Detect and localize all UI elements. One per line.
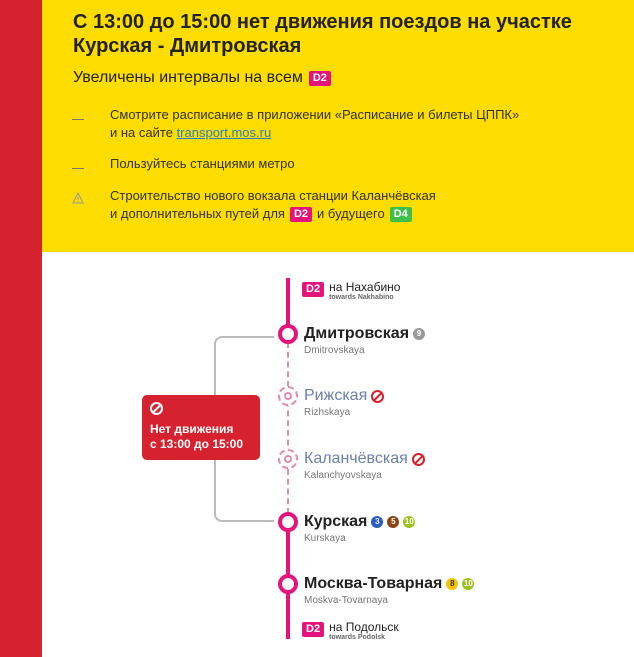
station-latin: Moskva-Tovarnaya bbox=[304, 595, 388, 606]
metro-line-3-icon: 3 bbox=[371, 516, 383, 528]
notice-panel bbox=[42, 0, 634, 252]
construction-line2-mid: и будущего bbox=[317, 206, 385, 221]
notice-subtitle bbox=[73, 69, 331, 87]
station-dot bbox=[278, 324, 298, 344]
station-name-text: Москва-Товарная bbox=[304, 575, 443, 592]
subtitle-text: Увеличены интервалы на всем bbox=[73, 69, 303, 86]
d2-badge: D2 bbox=[302, 282, 324, 297]
station-name-text: Каланчёвская bbox=[304, 450, 408, 467]
station-latin: Dmitrovskaya bbox=[304, 345, 365, 356]
direction-bottom bbox=[302, 620, 399, 642]
station-name-text: Курская bbox=[304, 513, 368, 530]
direction-name: на Нахабино bbox=[329, 280, 401, 294]
station-moskva-tovarnaya[interactable] bbox=[278, 574, 298, 594]
station-name bbox=[304, 387, 384, 405]
station-name bbox=[304, 450, 425, 468]
station-latin: Kalanchyovskaya bbox=[304, 470, 382, 481]
transport-link[interactable]: transport.mos.ru bbox=[176, 125, 272, 140]
warning-icon bbox=[72, 191, 84, 203]
construction-line2-prefix: и дополнительных путей для bbox=[110, 206, 285, 221]
station-dot bbox=[278, 512, 298, 532]
station-kurskaya[interactable] bbox=[278, 512, 298, 532]
station-latin: Kurskaya bbox=[304, 533, 346, 544]
closed-icon bbox=[371, 390, 384, 403]
metro-line-10-icon: 10 bbox=[463, 579, 473, 588]
station-name bbox=[304, 513, 415, 531]
d2-badge: D2 bbox=[302, 622, 324, 637]
notice-title: С 13:00 до 15:00 нет движения поездов на участке Курская - Дмитровская bbox=[73, 11, 572, 57]
d4-badge: D4 bbox=[390, 207, 412, 222]
schedule-line1: Смотрите расписание в приложении «Расписание и билеты ЦППК» bbox=[110, 107, 520, 122]
closed-line-segment bbox=[287, 342, 289, 514]
metro-text: Пользуйтесь станциями метро bbox=[110, 156, 295, 171]
station-name bbox=[304, 325, 425, 343]
station-latin: Rizhskaya bbox=[304, 407, 351, 418]
station-name-text: Рижская bbox=[304, 387, 368, 404]
no-service-alert bbox=[142, 395, 260, 460]
station-kalanchyovskaya[interactable] bbox=[278, 449, 298, 469]
dash-icon bbox=[72, 168, 84, 169]
station-dot bbox=[278, 574, 298, 594]
station-dot-closed bbox=[278, 386, 298, 406]
station-dmitrovskaya[interactable] bbox=[278, 324, 298, 344]
station-dot-closed bbox=[278, 449, 298, 469]
direction-latin: towards Nakhabino bbox=[329, 294, 394, 301]
construction-line2 bbox=[110, 205, 436, 223]
station-name bbox=[304, 575, 474, 593]
metro-line-5-icon: 5 bbox=[387, 516, 399, 528]
metro-line-10-icon: 10 bbox=[404, 517, 414, 526]
metro-line-9-icon: 9 bbox=[413, 328, 425, 340]
metro-line-8-icon: 8 bbox=[446, 578, 458, 590]
station-rizhskaya[interactable] bbox=[278, 386, 298, 406]
direction-name: на Подольск bbox=[329, 620, 399, 634]
direction-top bbox=[302, 280, 400, 302]
d2-badge: D2 bbox=[290, 207, 312, 222]
direction-latin: towards Podolsk bbox=[329, 634, 386, 641]
d2-badge: D2 bbox=[309, 71, 331, 86]
line-segment bbox=[286, 278, 290, 330]
construction-line1: Строительство нового вокзала станции Каланчёвская bbox=[110, 188, 436, 203]
line-scheme bbox=[42, 252, 634, 657]
schedule-line2 bbox=[110, 124, 519, 142]
left-accent-bar bbox=[0, 0, 42, 657]
alert-line2: с 13:00 до 15:00 bbox=[150, 437, 244, 451]
schedule-line2-prefix: и на сайте bbox=[110, 125, 173, 140]
dash-icon bbox=[72, 119, 84, 120]
closed-icon bbox=[412, 453, 425, 466]
station-name-text: Дмитровская bbox=[304, 325, 410, 342]
alert-line1: Нет движения bbox=[150, 422, 234, 436]
no-entry-icon bbox=[150, 402, 163, 415]
